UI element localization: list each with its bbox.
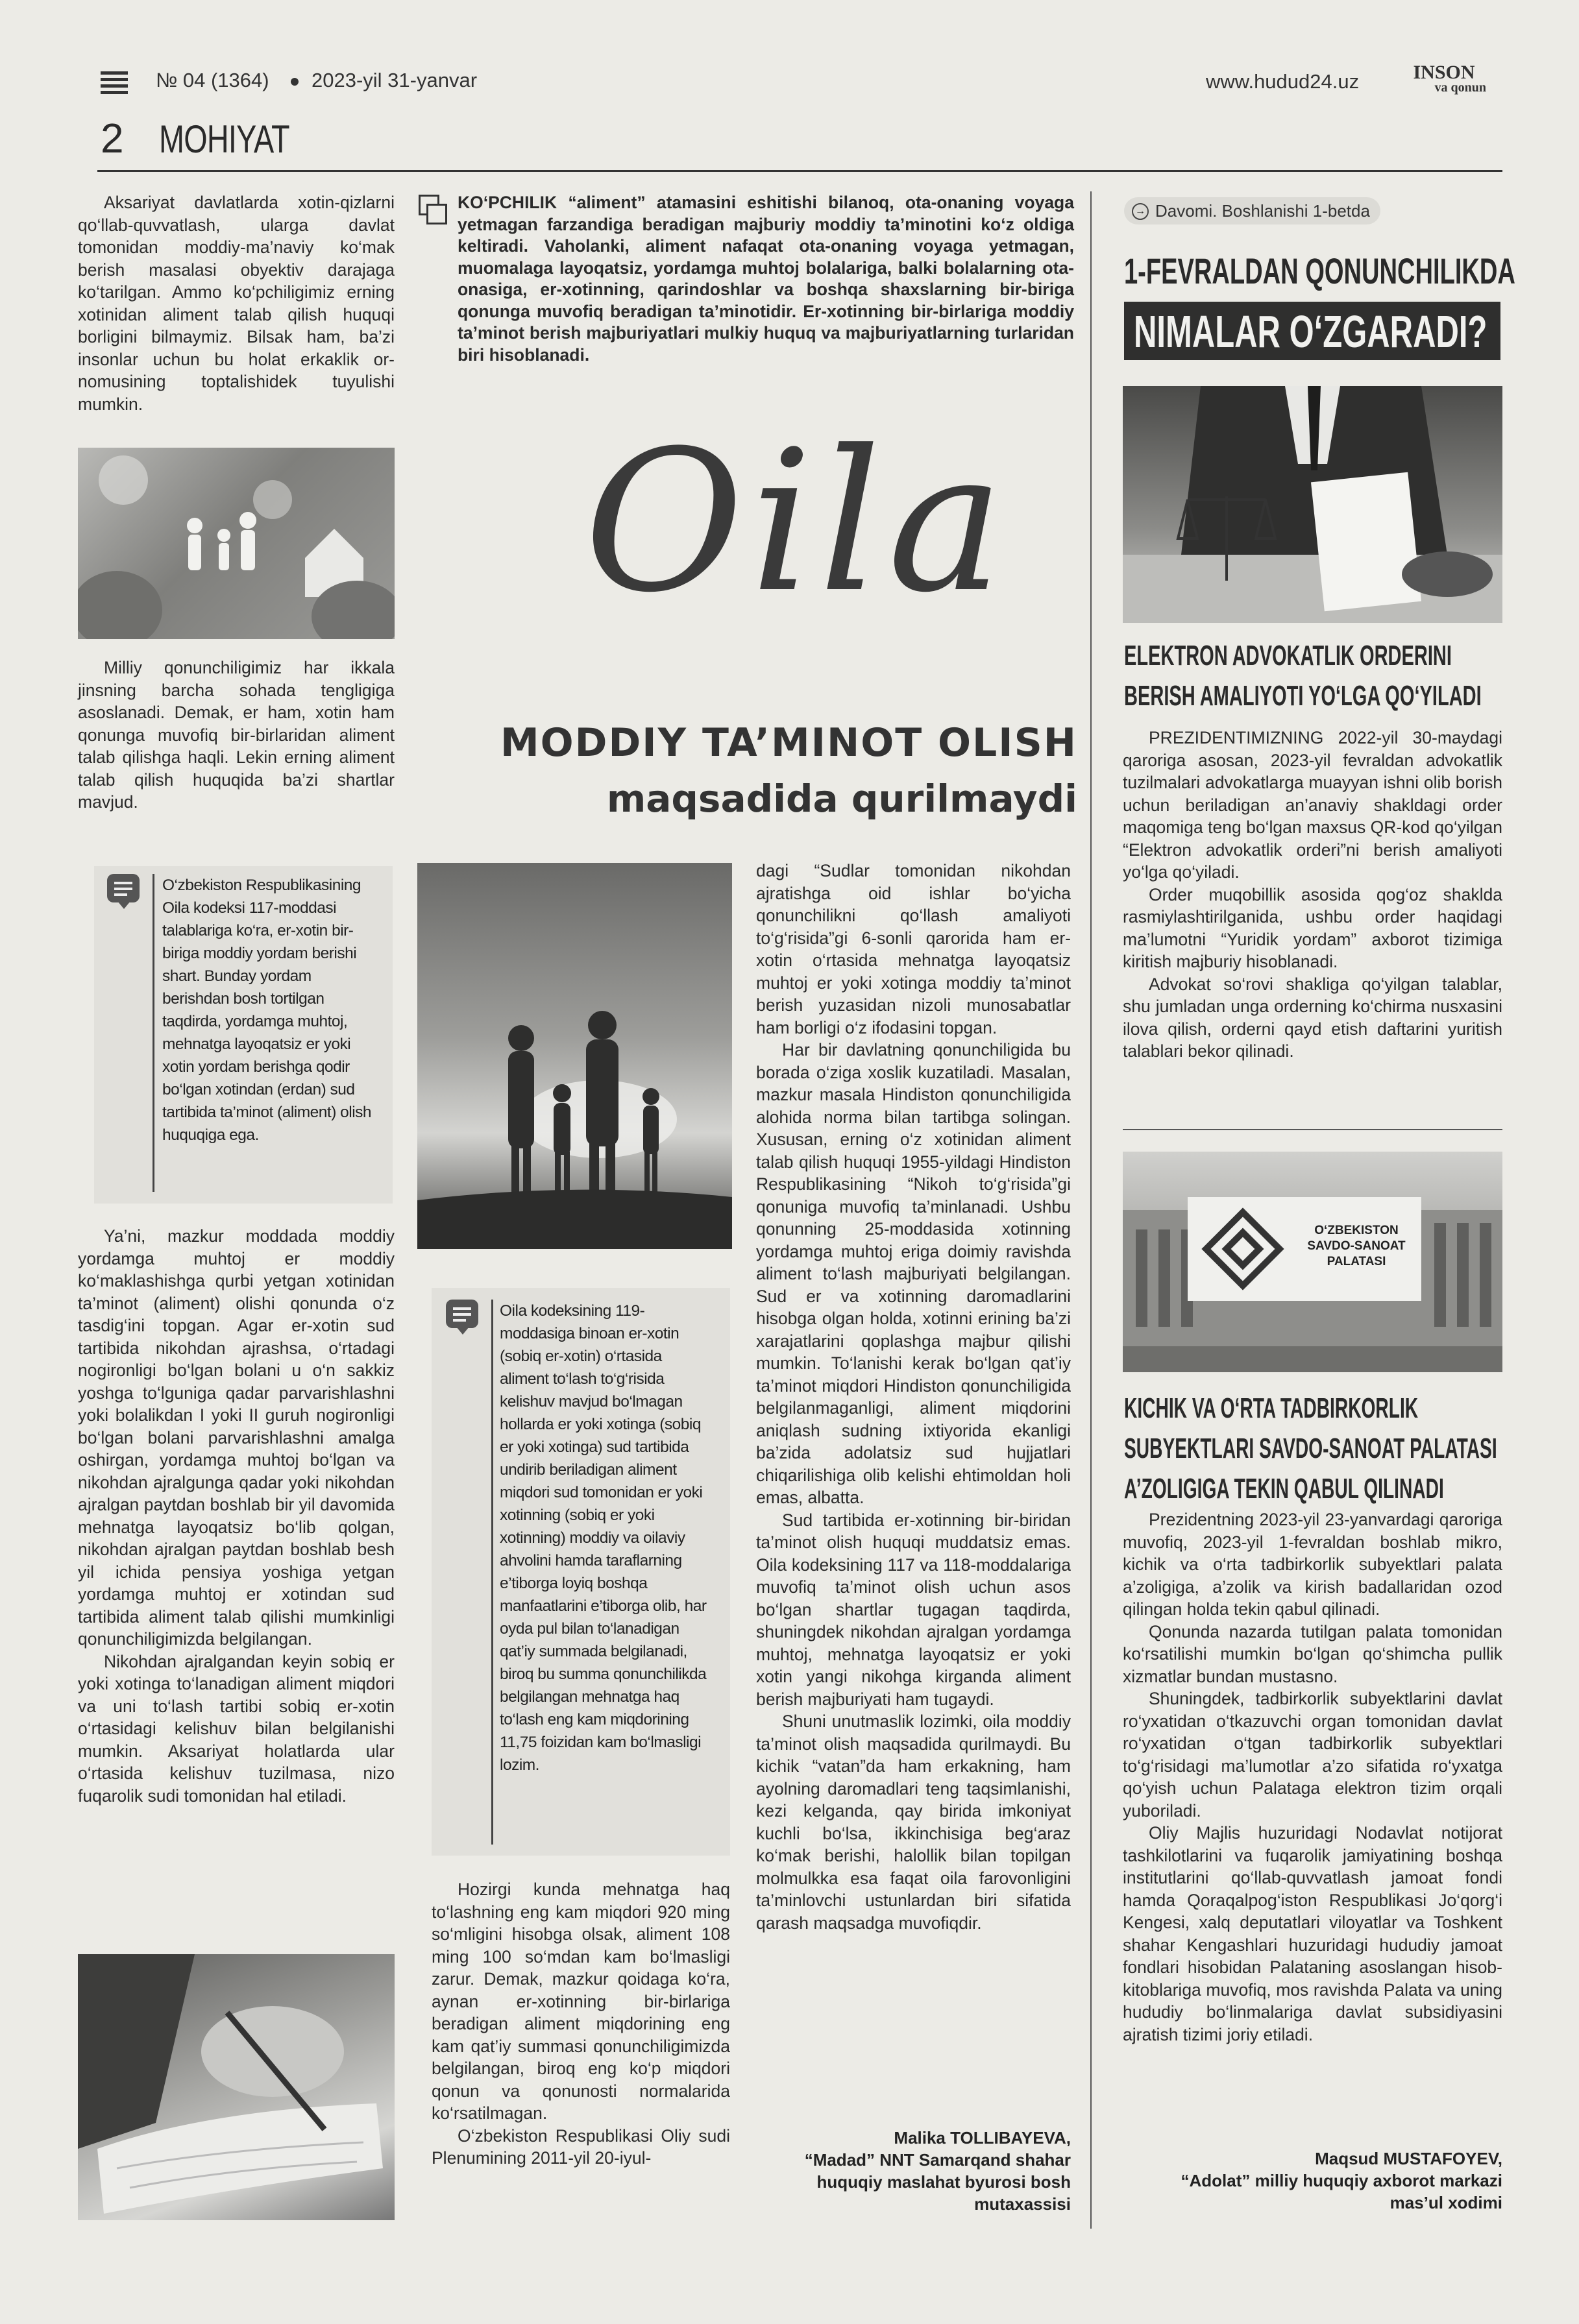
arrow-right-circle-icon: → — [1132, 203, 1149, 220]
paragraph: Prezidentning 2023-yil 23-yanvardagi qaroriga muvofiq, 2023-yil 1-fevraldan boshlab mikro, kichik va o‘rta tadbirkorlik subyektlari palata a’zoligiga, a’zolik va kirish badallaridan ozod qilingan holda tekin qabul qilinadi. — [1123, 1510, 1502, 1619]
sub-headline-line: SUBYEKTLARI SAVDO-SANOAT PALATASI — [1124, 1433, 1497, 1464]
sidebar-article-1 — [1123, 727, 1502, 1063]
author-role: huquqiy maslahat byurosi bosh — [816, 2172, 1071, 2192]
title-script: Oila — [584, 409, 1010, 635]
paragraph: Ya’ni, mazkur moddada moddiy yordamga muhtoj er moddiy ko‘maklashishga qurbi yetgan xotinidan ta’minot (aliment) olishi qonunda o‘z tasdig‘ini topgan. Agar er-xotin sud tartibida nikohdan ajrashsa, o‘rtadagi nogironligi bo‘lgan bolani u o‘n sakkiz yoshga to‘lguniga qadar parvarishlashni yoki bolalikdan I yoki II guruh nogironligi bo‘lgan bolani parvarishlashni amalga oshirgan, yordamga muhtoj bo‘lgan va nikohdan ajralgunga qadar yoki nikohdan ajralgan paytdan boshlab bir yil davomida mehnatga layoqatsiz bo‘lib qolgan, nikohdan ajralgan paytdan boshlab besh yil ichida pensiya yoshiga yetgan yordamga muhtoj er xotindan sud tartibida aliment talab qilishi mumkinligi qonunchiligimizda belgilangan. — [78, 1226, 395, 1649]
sub-headline-line: BERISH AMALIYOTI YO‘LGA QO‘YILADI — [1124, 680, 1482, 712]
author-role: “Adolat” milliy huquqiy axborot markazi — [1181, 2171, 1502, 2190]
chamber-building-photo — [1123, 1152, 1502, 1372]
paragraph: Nikohdan ajralgandan keyin sobiq er yoki xotinga to‘lanadigan aliment miqdori va uni to‘lash tartibi sobiq er-xotin o‘rtasidagi kelishuv bilan belgilanishi mumkin. Aksariyat holatlarda ular o‘rtasida kelishuv tuzilmasa, nizo fuqarolik sudi tomonidan hal etiladi. — [78, 1651, 395, 1806]
author-role: “Madad” NNT Samarqand shahar — [804, 2150, 1071, 2170]
author-signature — [740, 2127, 1071, 2215]
page-number: 2 — [101, 115, 124, 162]
chamber-sign — [1298, 1223, 1415, 1270]
bullet-separator — [291, 78, 299, 86]
paragraph: Oliy Majlis huzuridagi Nodavlat notijorat tashkilotlarini va fuqarolik jamiyatining boshqa institutlarini qo‘llab-quvvatlash jamoat fondi hamda Qoraqalpog‘iston Respublikasi Jo‘qorg‘i Kengesi, xalq deputatlari viloyatlar va Toshkent shahar Kengashlari huzuridagi hududiy jamoat fondlari hisobidan Palataning asoslangan hisob-kitoblariga muvofiq, mos ravishda Palata va uning hududiy bo‘linmalariga davlat subsidiyasini ajratish tizimi joriy etiladi. — [1123, 1823, 1502, 2044]
paragraph: dagi “Sudlar tomonidan nikohdan ajratishga oid ishlar bo‘yicha qonunchilikni qo‘llash amaliyoti to‘g‘risida”gi 6-sonli qarorida ham er-xotin o‘rtasida mehnatga layoqatsiz muhtoj er yoki xotinga moddiy ta’minot berish yuzasidan nizoli munosabatlar ham borligi o‘z ifodasini topgan. — [756, 861, 1071, 1037]
lead-icon — [419, 195, 446, 224]
col1-para2 — [78, 657, 395, 814]
paragraph: Order muqobillik asosida qog‘oz shaklda rasmiylashtirilganida, ushbu order haqidagi ma’lumotni “Yuridik yordam” axborot tizimiga kiritish majburiy hisoblanadi. — [1123, 884, 1502, 971]
quote-text: O‘zbekiston Respublikasining Oila kodeksi 117-moddasi talablariga ko‘ra, er-xotin bir-biriga moddiy yordam berishi shart. Bunday yordam berishdan bosh tortilgan taqdirda, yordamga muhtoj, mehnatga layoqatsiz er yoki xotin yordam berishga qodir bo‘lgan xotindan (erdan) sud tartibida ta’minot (aliment) olish huquqiga ega. — [162, 877, 372, 1144]
quote-box-1 — [94, 866, 393, 1204]
website[interactable]: www.hudud24.uz — [1206, 70, 1360, 93]
paragraph: Shuningdek, tadbirkorlik subyektlarini davlat ro‘yxatidan o‘tkazuvchi organ tomonidan davlat ro‘yxatidan o‘tgan tadbirkorlik subyektlari to‘g‘risidagi ma’lumotlar a’zo sifatida ro‘yxatga qo‘yish uchun Palataga elektron tizim orqali yuboriladi. — [1123, 1689, 1502, 1821]
col1-intro — [78, 191, 395, 415]
quote-box-2 — [432, 1288, 730, 1856]
paragraph: O‘zbekiston Respublikasi Oliy sudi Plenumining 2011-yil 20-iyul- — [432, 2125, 730, 2168]
quote-bar — [153, 874, 154, 1192]
issue-date: 2023-yil 31-yanvar — [312, 69, 478, 91]
paragraph: Milliy qonunchiligimiz har ikkala jinsning barcha sohada tengligiga asoslanadi. Demak, er ham, xotin ham qonunga muvofiq bir-birlaridan aliment talab qilishga haqli. Lekin erning aliment talab qilish huquqida ba’zi shartlar mavjud. — [78, 658, 395, 812]
paragraph: Har bir davlatning qonunchiligida bu borada o‘ziga xoslik kuzatiladi. Masalan, mazkur masala Hindiston qonunchiligida alohida norma bilan tartibga solingan. Xususan, erning o‘z xotinidan aliment talab qilish huquqi 1955-yildagi Hindiston Respublikasining “Nikoh to‘g‘risida”gi qonuniga muvofiq ta’minlanadi. Ushbu qonunning 25-moddasida xotinning yordamga muhtoj eriga doimiy ravishda aliment to‘lash majburiyati belgilangan. Sud er va xotinning daromadlarini hisobga olgan holda, xotinni erining ba’zi xarajatlarini qoplashga majbur qilishi mumkin. To‘lanishi kerak bo‘lgan qat’iy ta’minot miqdori Hindiston qonunchiligida belgilanmaganligi, aliment miqdorini aniqlash sudning ixtiyorida ekanligi ba’zida adolatsiz sud hujjatlari chiqarilishiga olib kelishi ehtimoldan holi emas, albatta. — [756, 1040, 1071, 1507]
paragraph: Advokat so‘rovi shakliga qo‘yilgan talablar, shu jumladan unga orderning ko‘chirma nusxasini ilova qilish, orderni qayd etish daftarini yuritish talablari bekor qilinadi. — [1123, 974, 1502, 1061]
sidebar-author-signature — [1123, 2148, 1502, 2214]
sidebar-article-2 — [1123, 1508, 1502, 2046]
family-paper-cutout-photo — [78, 448, 395, 639]
quote-text: Oila kodeksining 119-moddasiga binoan er-xotin (sobiq er-xotin) o‘rtasida aliment to‘lash to‘g‘risida kelishuv mavjud bo‘lmagan hollarda er yoki xotinga (sobiq er yoki xotinga) sud tartibida undirib beriladigan aliment miqdori sud tomonidan er yoki xotinning (sobiq er yoki xotinning) moddiy va oilaviy ahvolini hamda taraflarning e’tiborga loyiq boshqa manfaatlarini e’tiborga olib, har oyda pul bilan to‘lanadigan qat’iy summada belgilanadi, biroq bu summa qonunchilikda belgilangan mehnatga haq to‘lash eng kam miqdorining 11,75 foizidan kam bo‘lmasligi lozim. — [500, 1302, 707, 1774]
title-line-1: MODDIY TA’MINOT OLISH — [500, 720, 1077, 766]
quote-bar — [491, 1300, 493, 1845]
paragraph: Shuni unutmaslik lozimki, oila moddiy ta’minot olish maqsadida qurilmaydi. Bu kichik “vatan”da ham erkakning, ham ayolning daromadlari teng taqsimlanishi, kezi kelganda, qay birida imkoniyat kuchli bo‘lsa, ikkinchisiga beg‘araz ko‘mak berishi, halollik bilan topilgan molmulkka esa faqat oila farovonligini ta’minlovchi ustunlardan biri sifatida qarash maqsadga muvofiqdir. — [756, 1712, 1071, 1933]
continued-text: Davomi. Boshlanishi 1-betda — [1155, 201, 1370, 221]
paragraph: Aksariyat davlatlarda xotin-qizlarni qo‘llab-quvvatlash, ularga davlat tomonidan moddiy-ma’naviy ko‘mak berish masalasi obyektiv darajaga ko‘tarilgan. Ammo ko‘pchiligimiz erning xotinidan aliment talab qilish huquqi borligini bilmaymiz. Bilsak ham, ba’zi insonlar uchun bu holat erkaklik or-nomusining toptalishidek tuyulishi mumkin. — [78, 193, 395, 414]
col2-text — [432, 1878, 730, 2170]
sidebar-headline-2: NIMALAR O‘ZGARADI? — [1134, 306, 1487, 357]
chamber-sign-line: SAVDO-SANOAT — [1307, 1239, 1406, 1253]
comment-icon — [446, 1300, 478, 1328]
comment-icon — [107, 874, 140, 902]
sidebar-divider — [1123, 1129, 1502, 1130]
col1-para3 — [78, 1225, 395, 1807]
section-title: MOHIYAT — [159, 117, 289, 161]
header-rule — [97, 170, 1502, 172]
lead-paragraph: KO‘PCHILIK “aliment” atamasini eshitishi bilanoq, ota-onaning voyaga yetmagan farzandiga beradigan majburiy moddiy ta’minotini ko‘z oldiga keltiradi. Vaholanki, aliment nafaqat ota-onaning voyaga yetmagan, muomalaga layoqatsiz, yordamga muhtoj bolalariga, balki bolalarning ota-onasiga, er-xotinning, qarindoshlar va boshqa shaxslarning bir-biriga qonunga muvofiq beradigan ta’minotidir. Er-xotinning bir-birlariga moddiy ta’minot berish majburiyatlari mulkiy huquq va majburiyatlarning turlaridan biri hisoblanadi. — [458, 193, 1074, 365]
chamber-sign-line: O‘ZBEKISTON — [1314, 1224, 1399, 1237]
sub-headline-2 — [1124, 1388, 1497, 1509]
author-role: mutaxassisi — [974, 2194, 1071, 2214]
column-divider — [1090, 191, 1092, 2229]
signing-document-photo — [78, 1954, 395, 2220]
sidebar-headline-1: 1-FEVRALDAN QONUNCHILIKDA — [1124, 250, 1515, 291]
family-silhouette-photo — [417, 863, 732, 1249]
paragraph: Qonunda nazarda tutilgan palata tomonidan ko‘rsatilishi mumkin bo‘lgan qo‘shimcha pullik xizmatlar bundan mustasno. — [1123, 1621, 1502, 1686]
sub-headline-line: ELEKTRON ADVOKATLIK ORDERINI — [1124, 640, 1452, 672]
chamber-sign-line: PALATASI — [1327, 1255, 1386, 1268]
author-name: Malika TOLLIBAYEVA, — [894, 2128, 1071, 2148]
menu-icon[interactable] — [101, 71, 128, 93]
sub-headline-line: KICHIK VA O‘RTA TADBIRKORLIK — [1124, 1392, 1419, 1424]
paragraph: Sud tartibida er-xotinning bir-biridan ta’minot olish huquqi muddatsiz emas. Oila kodeksining 117 va 118-moddalariga muvofiq ta’minot olish uchun asos bo‘lgan shartlar tugagan taqdirda, shuningdek nikohdan ajralgan yordamga muhtoj, mehnatga layoqatsiz er yoki xotin yangi nikohga kirganda aliment berish majburiyati ham tugaydi. — [756, 1510, 1071, 1709]
lawyer-desk-photo — [1123, 386, 1502, 623]
sub-headline-1 — [1124, 636, 1493, 716]
continued-tag — [1124, 197, 1380, 224]
author-role: mas’ul xodimi — [1389, 2193, 1502, 2212]
paragraph: PREZIDENTIMIZNING 2022-yil 30-maydagi qaroriga asosan, 2023-yil fevraldan advokatlik tuzilmalari advokatlarga muayyan ishni olib borish uchun beriladigan an’anaviy shakldagi order maqomiga teng bo‘lgan maxsus QR-kod qo‘yilgan “Elektron advokatlik orderi”ni berish amaliyoti yo‘lga qo‘yiladi. — [1123, 728, 1502, 882]
issue-number: № 04 (1364) — [156, 69, 269, 91]
author-name: Maqsud MUSTAFOYEV, — [1315, 2149, 1502, 2168]
sub-headline-line: A’ZOLIGIGA TEKIN QABUL QILINADI — [1124, 1473, 1444, 1505]
masthead-logo: INSON va qonun — [1413, 62, 1486, 95]
sidebar-headline-2-box — [1124, 302, 1500, 360]
paragraph: Hozirgi kunda mehnatga haq to‘lashning eng kam miqdori 920 ming so‘mligini hisobga olsak, aliment 108 ming 100 so‘mdan kam bo‘lmasligi zarur. Demak, mazkur qoidaga ko‘ra, aynan er-xotinning bir-birlariga beradigan aliment miqdorining eng kam qat’iy summasi qonunchiligimizda belgilangan, biroq eng ko‘p miqdori qonun va qonunosti normalarida ko‘rsatilmagan. — [432, 1880, 730, 2123]
title-line-2: maqsadida qurilmaydi — [606, 777, 1077, 821]
col3-text — [756, 860, 1071, 1934]
